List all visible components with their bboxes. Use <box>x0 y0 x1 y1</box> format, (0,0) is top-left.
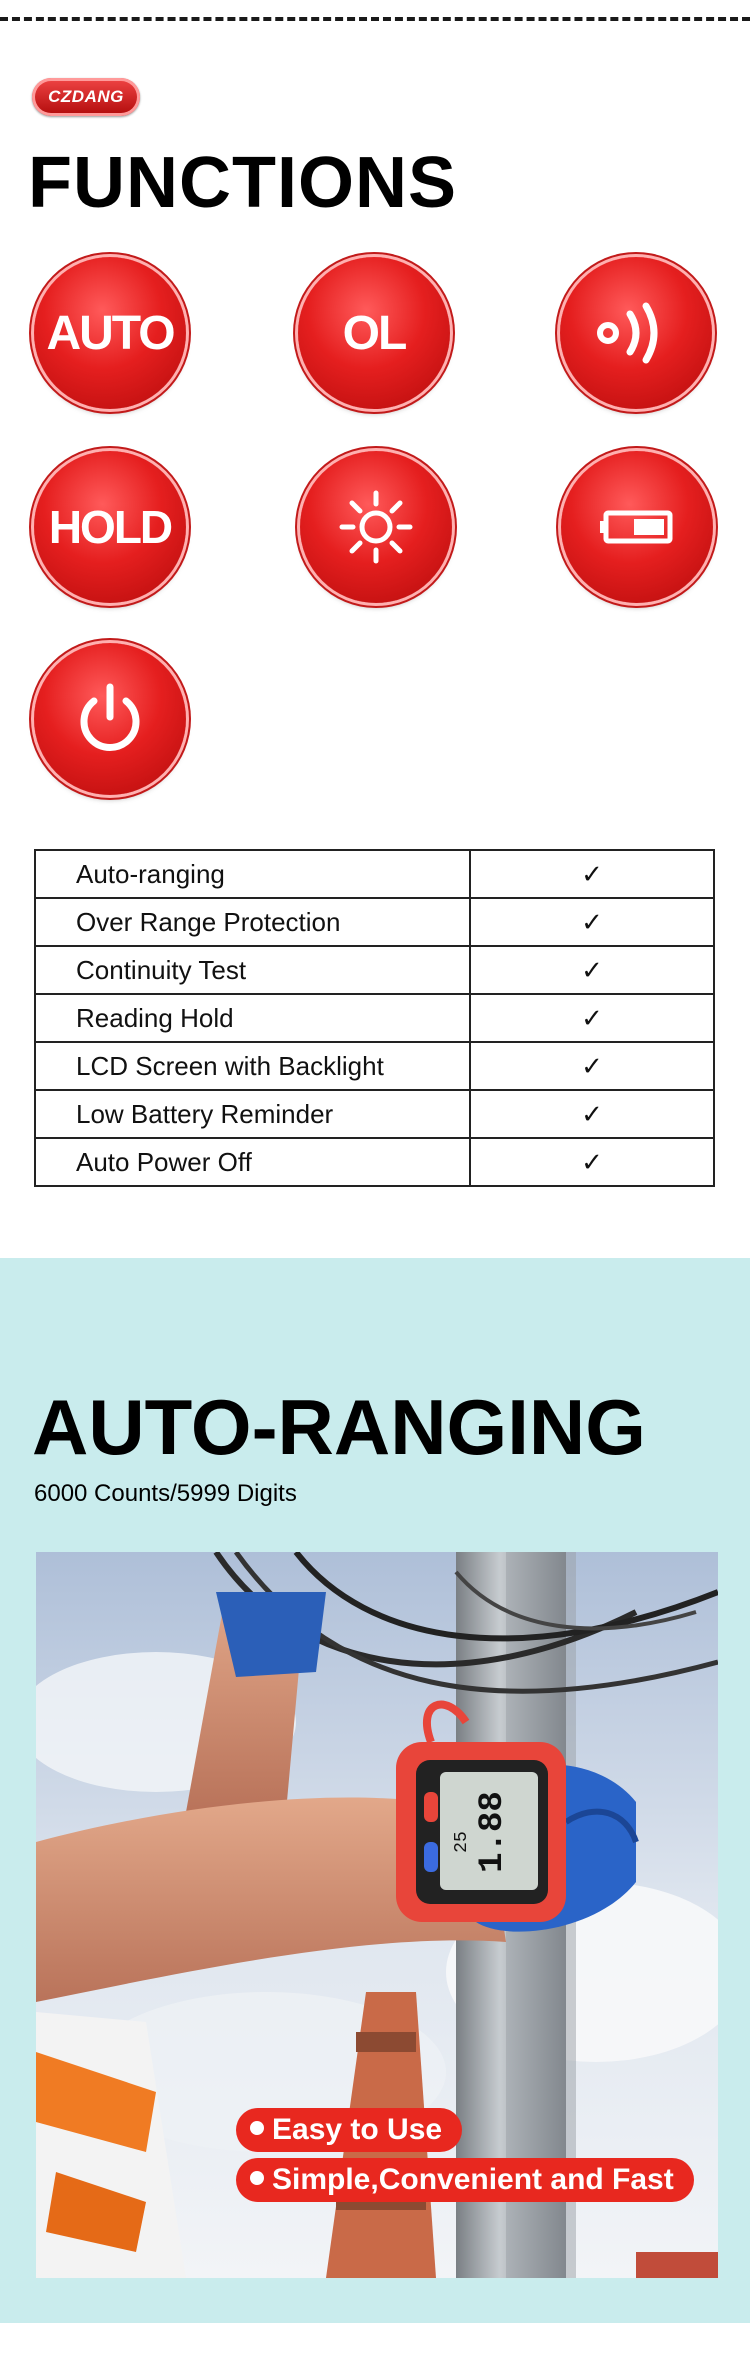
feature-name: Auto Power Off <box>35 1138 470 1186</box>
feature-name: Reading Hold <box>35 994 470 1042</box>
table-row <box>35 994 714 1042</box>
bullet-icon <box>250 2121 264 2135</box>
feature-name: Auto-ranging <box>35 850 470 898</box>
table-row <box>35 850 714 898</box>
backlight-icon <box>300 451 452 603</box>
table-row <box>35 946 714 994</box>
next-section-edge <box>0 2323 750 2365</box>
check-icon: ✓ <box>470 1138 714 1186</box>
feature-name: LCD Screen with Backlight <box>35 1042 470 1090</box>
hold-icon <box>34 451 186 603</box>
table-row <box>35 1138 714 1186</box>
meter-small-reading: 25 <box>452 1831 472 1853</box>
power-icon <box>34 643 186 795</box>
table-row <box>35 898 714 946</box>
table-row <box>35 1090 714 1138</box>
check-icon: ✓ <box>470 898 714 946</box>
features-table <box>34 849 715 1187</box>
check-icon: ✓ <box>470 946 714 994</box>
badge-easy-to-use <box>236 2108 462 2152</box>
auto-icon <box>34 257 186 409</box>
ol-icon <box>298 257 450 409</box>
badge-simple-convenient-label: Simple,Convenient and Fast <box>272 2163 674 2196</box>
check-icon: ✓ <box>470 994 714 1042</box>
table-row <box>35 1042 714 1090</box>
auto-ranging-subtitle: 6000 Counts/5999 Digits <box>34 1480 297 1507</box>
feature-name: Continuity Test <box>35 946 470 994</box>
product-photo <box>36 1552 718 2278</box>
brand-logo <box>32 78 140 116</box>
check-icon: ✓ <box>470 1042 714 1090</box>
auto-ranging-title: AUTO-RANGING <box>32 1383 646 1471</box>
badge-easy-to-use-label: Easy to Use <box>272 2113 443 2146</box>
bullet-icon <box>250 2171 264 2185</box>
battery-icon <box>561 451 713 603</box>
auto-icon-label: AUTO <box>46 306 174 360</box>
dashed-divider <box>0 17 750 21</box>
hold-icon-label: HOLD <box>48 501 172 553</box>
check-icon: ✓ <box>470 1090 714 1138</box>
ol-icon-label: OL <box>342 306 406 360</box>
meter-reading: 1.88 <box>474 1791 512 1873</box>
brand-logo-text: CZDANG <box>48 87 124 106</box>
feature-name: Low Battery Reminder <box>35 1090 470 1138</box>
check-icon: ✓ <box>470 850 714 898</box>
functions-title: FUNCTIONS <box>28 143 457 223</box>
buzzer-icon <box>560 257 712 409</box>
badge-simple-convenient <box>236 2158 694 2202</box>
feature-name: Over Range Protection <box>35 898 470 946</box>
